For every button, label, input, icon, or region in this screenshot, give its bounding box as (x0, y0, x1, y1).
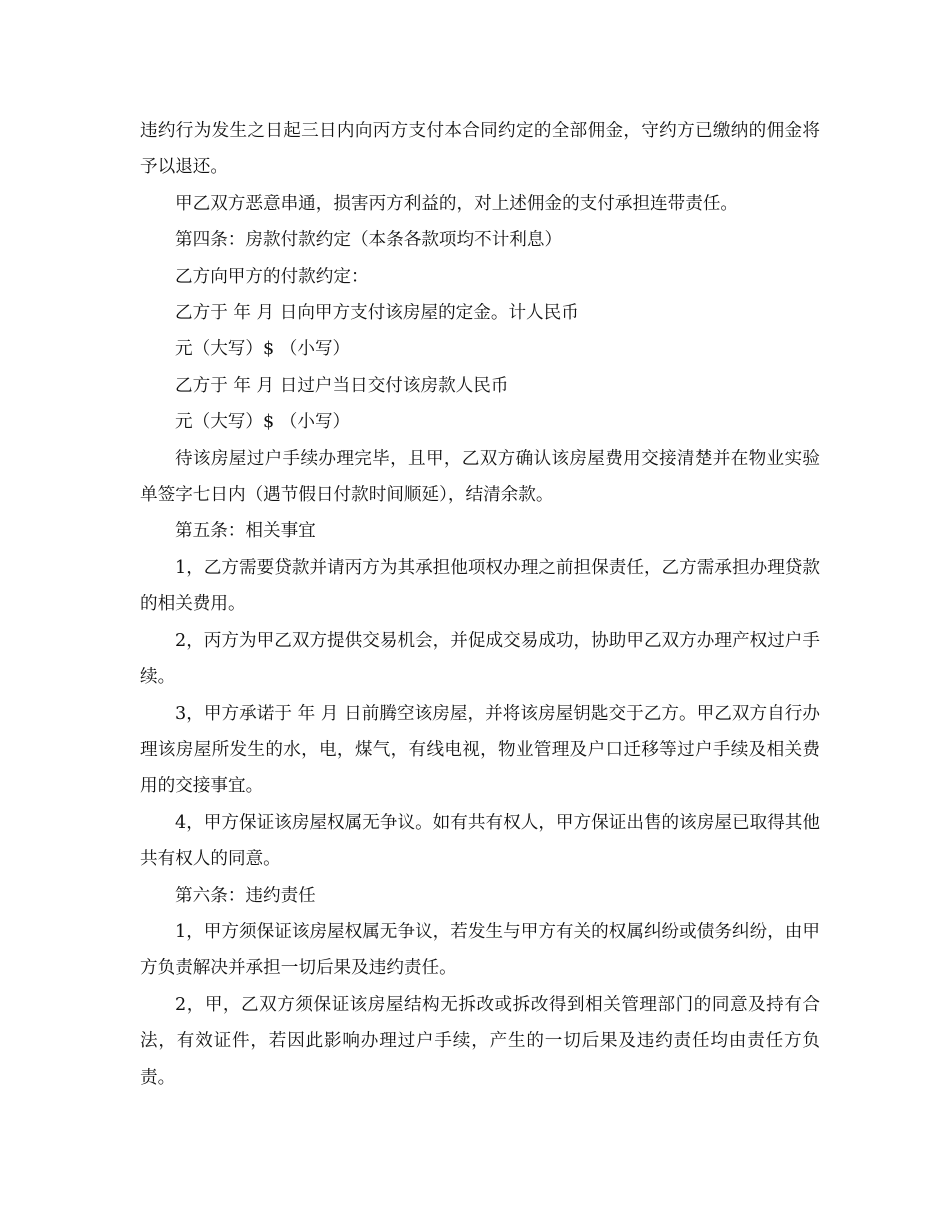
paragraph-joint-liability: 甲乙双方恶意串通，损害丙方利益的，对上述佣金的支付承担连带责任。 (175, 193, 739, 214)
paragraph-deposit-amount: 元（大写）$ （小写） (175, 339, 351, 360)
paragraph-balance-settlement: 待该房屋过户手续办理完毕，且甲，乙双方确认该房屋费用交接清楚并在物业实验单签字七日内（遇节假日付款时间顺延），结清余款。 (140, 448, 820, 506)
paragraph-vacate-handover: 3，甲方承诺于 年 月 日前腾空该房屋，并将该房屋钥匙交于乙方。甲乙双方自行办理该房屋所发生的水，电，煤气，有线电视，物业管理及户口迁移等过户手续及相关费用的交接事宜。 (140, 703, 820, 797)
paragraph-commission-refund: 违约行为发生之日起三日内向丙方支付本合同约定的全部佣金，守约方已缴纳的佣金将予以退还。 (140, 121, 820, 178)
paragraph-dispute-liability: 1，甲方须保证该房屋权属无争议，若发生与甲方有关的权属纠纷或债务纠纷，由甲方负责解决并承担一切后果及违约责任。 (140, 921, 820, 979)
paragraph-deposit: 乙方于 年 月 日向甲方支付该房屋的定金。计人民币 (175, 303, 579, 324)
paragraph-transfer-payment: 乙方于 年 月 日过户当日交付该房款人民币 (175, 375, 509, 396)
paragraph-ownership-guarantee: 4，甲方保证该房屋权属无争议。如有共有权人，甲方保证出售的该房屋已取得其他共有权人的同意。 (140, 812, 820, 870)
document-body (140, 113, 820, 1096)
article-4-heading: 第四条：房款付款约定（本条各款项均不计利息） (175, 230, 563, 251)
paragraph-loan-guarantee: 1，乙方需要贷款并请丙方为其承担他项权办理之前担保责任，乙方需承担办理贷款的相关费用。 (140, 557, 820, 615)
article-6-heading: 第六条：违约责任 (175, 885, 316, 906)
paragraph-payment-terms: 乙方向甲方的付款约定： (175, 266, 369, 287)
paragraph-transfer-amount: 元（大写）$ （小写） (175, 412, 351, 433)
paragraph-transaction-assist: 2，丙方为甲乙双方提供交易机会，并促成交易成功，协助甲乙双方办理产权过户手续。 (140, 630, 820, 688)
article-5-heading: 第五条：相关事宜 (175, 521, 316, 542)
paragraph-structure-liability: 2，甲，乙双方须保证该房屋结构无拆改或拆改得到相关管理部门的同意及持有合法，有效证件，若因此影响办理过户手续，产生的一切后果及违约责任均由责任方负责。 (140, 994, 820, 1088)
